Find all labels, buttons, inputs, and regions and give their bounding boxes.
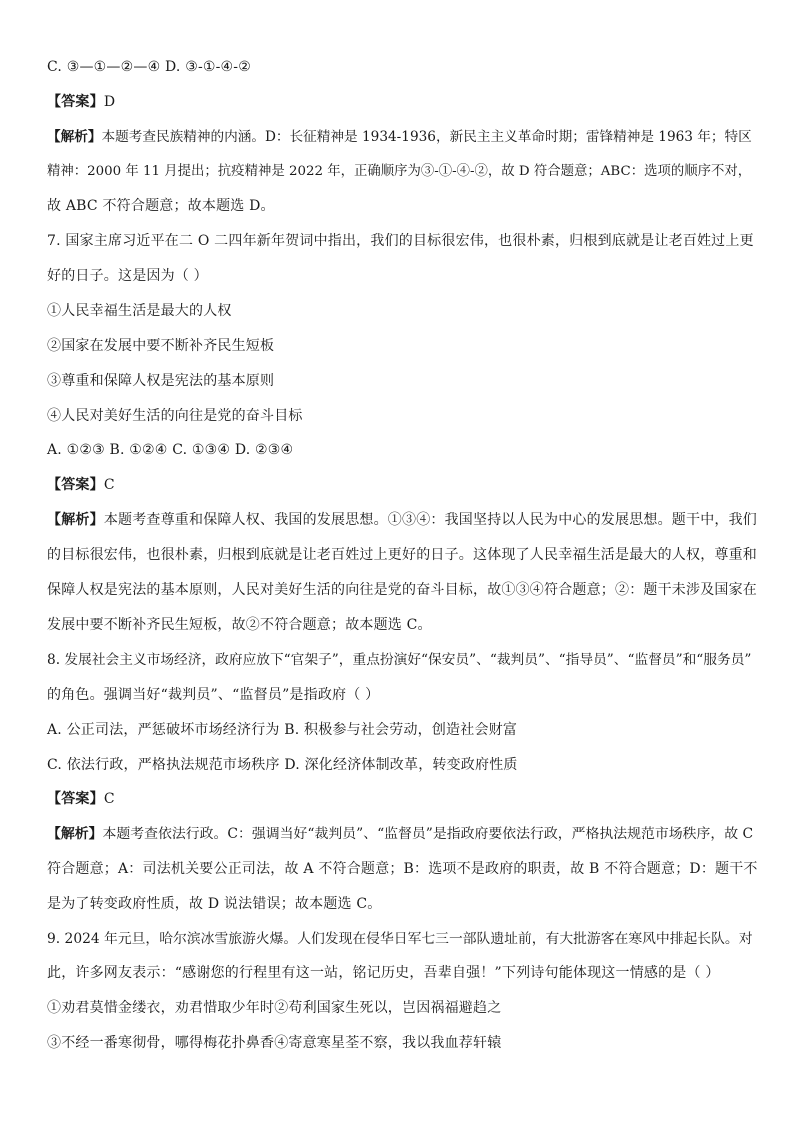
- question-8-options: A. 公正司法，严惩破坏市场经济行为 B. 积极参与社会劳动，创造社会财富: [47, 722, 518, 738]
- answer-tag: 【答案】: [47, 477, 104, 493]
- analysis-line: 保障人权是宪法的基本原则，人民对美好生活的向往是党的奋斗目标，故①③④符合题意；②：题干未涉及国家在: [47, 582, 757, 598]
- analysis-text: 本题考查依法行政。C：强调当好“裁判员”、“监督员”是指政府要依法行政，严格执法规范市场秩序，故 C: [102, 826, 754, 842]
- question-7-stem: 好的日子。这是因为（ ）: [47, 268, 208, 284]
- statement-item: ①人民幸福生活是最大的人权: [47, 303, 232, 319]
- statement-item: ③尊重和保障人权是宪法的基本原则: [47, 373, 275, 389]
- analysis-line: 发展中要不断补齐民生短板，故②不符合题意；故本题选 C。: [47, 617, 432, 633]
- statement-item: ④人民对美好生活的向往是党的奋斗目标: [47, 408, 303, 424]
- answer-line: [47, 92, 754, 112]
- question-8-stem: 8. 发展社会主义市场经济，政府应放下“官架子”，重点扮演好“保安员”、“裁判员”、“指导员”、“监督员”和“服务员”: [47, 652, 752, 668]
- analysis-text: 本题考查尊重和保障人权、我国的发展思想。①③④：我国坚持以人民为中心的发展思想。题干中，我们: [103, 512, 758, 528]
- question-9-stem: 此，许多网友表示：“感谢您的行程里有这一站，铭记历史，吾辈自强！”下列诗句能体现这一情感的是（ ）: [47, 965, 720, 981]
- analysis-line: [47, 824, 754, 844]
- question-9-stem: 9. 2024 年元旦，哈尔滨冰雪旅游火爆。人们发现在侵华日军七三一部队遗址前，有大批游客在寒风中排起长队。对: [47, 931, 753, 947]
- analysis-line: 是为了转变政府性质，故 D 说法错误；故本题选 C。: [47, 896, 382, 912]
- answer-tag: 【答案】: [47, 94, 104, 110]
- poem-options: ③不经一番寒彻骨，哪得梅花扑鼻香④寄意寒星荃不察，我以我血荐轩辕: [47, 1035, 502, 1051]
- question-8-options: C. 依法行政，严格执法规范市场秩序 D. 深化经济体制改革，转变政府性质: [47, 757, 518, 773]
- answer-value: D: [103, 94, 116, 110]
- analysis-line: 的目标很宏伟，也很朴素，归根到底就是让老百姓过上更好的日子。这体现了人民幸福生活是最大的人权，尊重和: [47, 547, 757, 563]
- question-7-stem: 7. 国家主席习近平在二 O 二四年新年贺词中指出，我们的目标很宏伟，也很朴素，归根到底就是让老百姓过上更: [47, 233, 754, 249]
- analysis-tag: 【解析】: [47, 512, 104, 528]
- analysis-line: 故 ABC 不符合题意；故本题选 D。: [47, 198, 275, 214]
- answer-value: C: [103, 477, 115, 493]
- analysis-line: 精神：2000 年 11 月提出；抗疫精神是 2022 年，正确顺序为③-①-④-②，故 D 符合题意；ABC：选项的顺序不对，: [47, 164, 752, 179]
- answer-value: C: [103, 791, 115, 807]
- analysis-line: 符合题意；A：司法机关要公正司法，故 A 不符合题意；B：选项不是政府的职责，故 B 不符合题意；D：题干不: [47, 861, 758, 877]
- analysis-tag: 【解析】: [47, 129, 102, 145]
- analysis-line: [47, 127, 754, 147]
- question-7-options: A. ①②③ B. ①②④ C. ①③④ D. ②③④: [47, 442, 294, 458]
- question-8-stem: 的角色。强调当好“裁判员”、“监督员”是指政府（ ）: [47, 687, 380, 703]
- analysis-line: [47, 510, 758, 530]
- poem-options: ①劝君莫惜金缕衣，劝君惜取少年时②苟利国家生死以，岂因祸福避趋之: [47, 1000, 502, 1016]
- answer-line: [47, 475, 754, 495]
- analysis-tag: 【解析】: [47, 826, 103, 842]
- statement-item: ②国家在发展中要不断补齐民生短板: [47, 338, 275, 354]
- answer-tag: 【答案】: [47, 791, 104, 807]
- analysis-text: 本题考查民族精神的内涵。D：长征精神是 1934-1936，新民主主义革命时期；雷锋精神是 1963 年；特区: [101, 129, 752, 145]
- answer-line: [47, 789, 754, 809]
- option-line-cd: C. ③—①—②—④ D. ③-①-④-②: [47, 59, 251, 75]
